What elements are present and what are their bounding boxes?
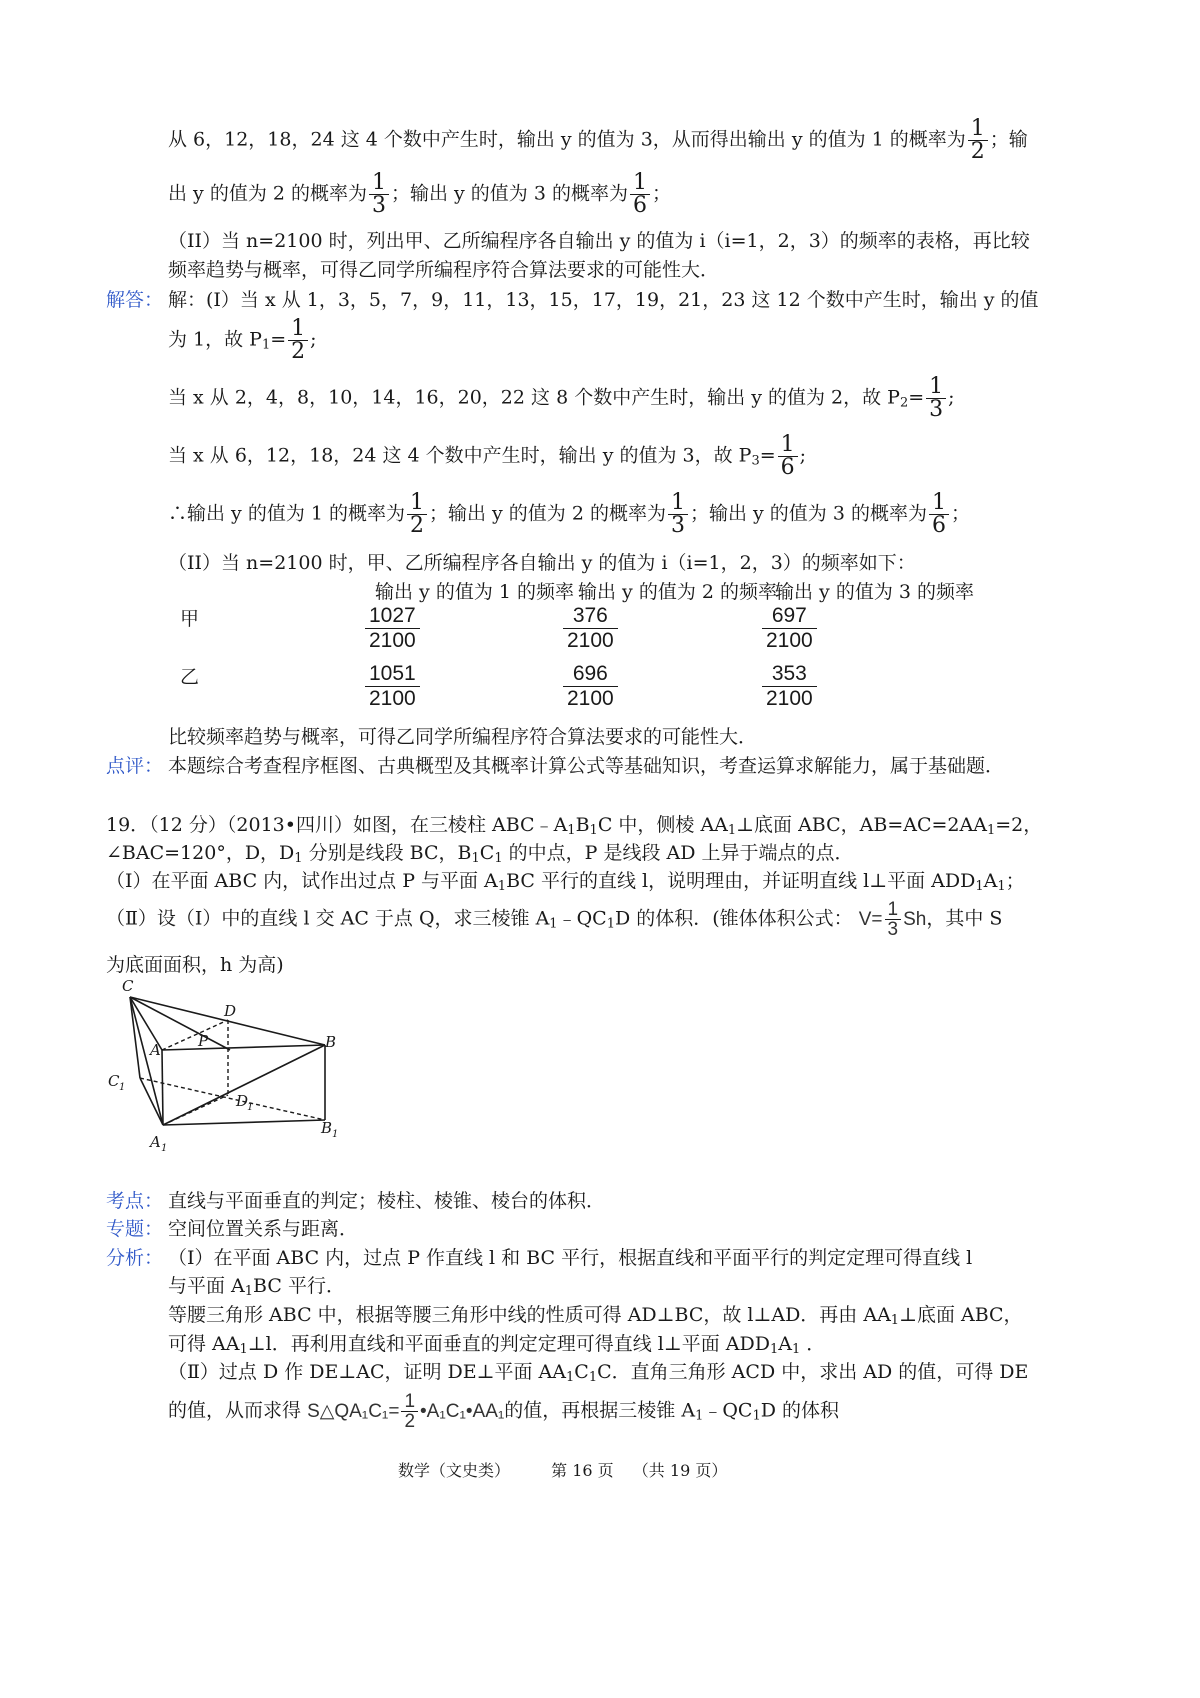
footer-subject: 数学（文史类） — [398, 1461, 511, 1480]
text: ． — [800, 1333, 826, 1355]
solution-line-4 — [168, 434, 806, 479]
text: ；输出 y 的值为 3 的概率为 — [689, 502, 927, 525]
problem19-line-3: （Ⅰ）在平面 ABC 内，试作出过点 P 与平面 $A_1BC$ 平行的直线 l，说明理由，并证明直线 l⊥平面 $ADD_1A_1$； — [106, 870, 1025, 894]
text: C — [479, 842, 495, 864]
topic-text: 空间位置关系与距离． — [168, 1218, 359, 1240]
label-c1-sub: 1 — [119, 1082, 126, 1093]
label-c1: C — [108, 1072, 120, 1090]
text: 出 y 的值为 2 的概率为 — [168, 182, 367, 205]
text: B — [575, 814, 590, 836]
label-b1-sub: 1 — [332, 1129, 339, 1140]
analysis-cont-line-2 — [168, 172, 671, 217]
text: A — [983, 870, 998, 892]
table-header-3: 输出 y 的值为 3 的频率 — [775, 581, 974, 603]
subscript: 2 — [899, 395, 909, 411]
fraction-one-sixth: $\frac{1}{6}$ — [778, 434, 798, 479]
text: ; — [799, 444, 807, 467]
text: ，其中 S — [926, 907, 1003, 930]
edge-cc1 — [130, 997, 140, 1078]
text: BC 平行． — [253, 1275, 345, 1297]
text: ﹣QC — [557, 907, 607, 930]
table-header-1: 输出 y 的值为 1 的频率 — [375, 581, 574, 603]
edge-c1a1 — [140, 1078, 163, 1125]
text: （Ⅱ）设（Ⅰ）中的直线 l 交 AC 于点 Q，求三棱锥 A — [106, 907, 550, 930]
text: ；输 — [989, 128, 1028, 151]
solution-line-1: 解：(I）当 x 从 1，3，5，7，9，11，13，15，17，19，21，23 这 12 个数中产生时，输出 y 的值 — [168, 289, 1039, 311]
subscript: 1 — [261, 337, 271, 353]
analysis-label: 分析： — [106, 1247, 164, 1269]
solution-line-5 — [168, 492, 970, 537]
text: = — [759, 444, 776, 467]
text: 的中点，P 是线段 AD 上异于端点的点． — [502, 842, 854, 864]
analysis-cont-line-1 — [168, 118, 1028, 163]
text: 从 6，12，18，24 这 4 个数中产生时，输出 y 的值为 3，从而得出输出 y 的值为 1 的概率为 — [168, 128, 966, 151]
text: 等腰三角形 ABC 中，根据等腰三角形中线的性质可得 AD⊥BC，故 l⊥AD．再由 AA — [168, 1304, 891, 1326]
fraction-one-sixth: $\frac{1}{6}$ — [630, 172, 650, 217]
text: ∴输出 y 的值为 1 的概率为 — [168, 502, 405, 525]
text: 当 x 从 2，4，8，10，14，16，20，22 这 8 个数中产生时，输出 y 的值为 2，故 P — [168, 386, 900, 409]
text: （Ⅰ）在平面 ABC 内，试作出过点 P 与平面 A — [106, 870, 498, 892]
fraction-one-half: $\frac{1}{2}$ — [968, 118, 988, 163]
label-a1: A — [150, 1133, 161, 1151]
area-formula: S△QA₁C₁= $\frac{1}{2}$ •A₁C₁•AA₁ — [307, 1391, 505, 1432]
text: 可得 AA — [168, 1333, 240, 1355]
footer-total-number: 19 — [669, 1461, 691, 1480]
text: ⊥底面 ABC，AB=AC=2AA — [736, 814, 987, 836]
table-cell: $\frac{697}{2100}$ — [762, 604, 817, 653]
analysis-line-4: 可得 $AA_1\perp l$．再利用直线和平面垂直的判定定理可得直线 l⊥平面 $ADD_1A_1$ ． — [168, 1333, 826, 1357]
prism-figure — [100, 975, 360, 1160]
problem19-line-5: 为底面面积，h 为高) — [106, 954, 284, 976]
fraction-one-third: $\frac{1}{3}$ — [369, 172, 389, 217]
text: ； — [950, 502, 970, 525]
text: ⊥l．再利用直线和平面垂直的判定定理可得直线 l⊥平面 ADD — [247, 1333, 770, 1355]
topic-label: 专题： — [106, 1218, 164, 1240]
text: C — [574, 1361, 589, 1383]
text: ; — [948, 386, 955, 409]
table-cell: $\frac{696}{2100}$ — [563, 662, 618, 711]
label-c: C — [122, 977, 134, 995]
text: = — [270, 328, 287, 351]
text: ； — [1005, 870, 1025, 892]
analysis-line-5: （Ⅱ）过点 D 作 DE⊥AC，证明 DE⊥平面 $AA_1C_1C$．直角三角形 ACD 中，求出 AD 的值，可得 DE — [168, 1361, 1029, 1385]
solution-line-7: 比较频率趋势与概率，可得乙同学所编程序符合算法要求的可能性大． — [168, 726, 758, 748]
analysis-cont-line-3: （II）当 n=2100 时，列出甲、乙所编程序各自输出 y 的值为 i（i=1，2，3）的频率的表格，再比较 — [168, 230, 1030, 252]
text: 与平面 A — [168, 1275, 245, 1297]
table-row-name-jia: 甲 — [180, 608, 200, 630]
edge-a1b — [163, 1045, 325, 1125]
text: ⊥底面 ABC， — [899, 1304, 1023, 1326]
text: 为 1，故 P — [168, 328, 262, 351]
text: 当 x 从 6，12，18，24 这 4 个数中产生时，输出 y 的值为 3，故 P — [168, 444, 752, 467]
page-footer — [398, 1458, 727, 1481]
footer-page-number: 16 — [572, 1461, 593, 1480]
text: A — [778, 1333, 792, 1355]
text: （Ⅱ）过点 D 作 DE⊥AC，证明 DE⊥平面 AA — [168, 1361, 566, 1383]
text: C．直角三角形 ACD 中，求出 AD 的值，可得 DE — [597, 1361, 1029, 1383]
fraction-one-third: $\frac{1}{3}$ — [668, 492, 688, 537]
keypoint-text: 直线与平面垂直的判定；棱柱、棱锥、棱台的体积． — [168, 1190, 606, 1212]
label-a1-sub: 1 — [161, 1143, 168, 1154]
analysis-cont-line-4: 频率趋势与概率，可得乙同学所编程序符合算法要求的可能性大． — [168, 259, 720, 281]
solution-line-2 — [168, 318, 317, 363]
text: ；输出 y 的值为 2 的概率为 — [428, 502, 666, 525]
edge-ab — [162, 1045, 325, 1050]
table-row-name-yi: 乙 — [180, 666, 200, 688]
text: C 中，侧棱 AA — [597, 814, 728, 836]
problem19-line-2: ∠BAC=120°，D，$D_1$ 分别是线段 BC，$B_1C_1$ 的中点，P 是线段 AD 上异于端点的点． — [106, 842, 854, 866]
volume-formula: V= $\frac{1}{3}$ Sh — [858, 899, 927, 940]
table-cell: $\frac{353}{2100}$ — [762, 662, 817, 711]
table-header-2: 输出 y 的值为 2 的频率 — [578, 581, 777, 603]
problem19-line-1: 19．（12 分）（2013•四川）如图，在三棱柱 $ABC﹣A_1B_1C$ 中，侧棱 $AA_1\perp$底面 ABC，$AB=AC=2AA_1=2$， — [106, 814, 1043, 838]
label-b1: B — [321, 1119, 333, 1137]
solution-line-3 — [168, 376, 955, 421]
label-d: D — [224, 1002, 237, 1020]
problem19-line-4: （Ⅱ）设（Ⅰ）中的直线 l 交 AC 于点 Q，求三棱锥 $A_1﹣QC_1D$ 的体积．(锥体体积公式： V= $\frac{1}{3}$ Sh，其中 S — [106, 899, 1003, 940]
keypoint-label: 考点： — [106, 1190, 164, 1212]
solution-label: 解答： — [106, 289, 164, 311]
edge-a1b1 — [163, 1120, 325, 1125]
edge-a1d1 — [163, 1095, 228, 1125]
analysis-line-2: 与平面 $A_1BC$ 平行． — [168, 1275, 345, 1299]
text: 19．（12 分）（2013•四川）如图，在三棱柱 ABC﹣A — [106, 814, 568, 836]
fraction-one-half: $\frac{1}{2}$ — [407, 492, 427, 537]
table-cell: $\frac{1027}{2100}$ — [365, 604, 420, 653]
comment-text: 本题综合考查程序框图、古典概型及其概率计算公式等基础知识，考查运算求解能力，属于基础题． — [168, 755, 1005, 777]
table-cell: $\frac{376}{2100}$ — [563, 604, 618, 653]
text: 分别是线段 BC，B — [302, 842, 472, 864]
edge-ad — [162, 1020, 228, 1050]
table-cell: $\frac{1051}{2100}$ — [365, 662, 420, 711]
label-d1: D — [236, 1092, 249, 1110]
analysis-line-1: （Ⅰ）在平面 ABC 内，过点 P 作直线 l 和 BC 平行，根据直线和平面平行的判定定理可得直线 l — [168, 1247, 973, 1269]
label-b: B — [325, 1033, 337, 1051]
text: D 的体积 — [760, 1399, 840, 1422]
text: ; — [310, 328, 317, 351]
subscript: 3 — [751, 453, 760, 469]
footer-total-suffix: 页） — [695, 1461, 728, 1480]
fraction-one-sixth: $\frac{1}{6}$ — [929, 492, 949, 537]
edge-cp — [130, 997, 230, 1050]
text: BC 平行的直线 l，说明理由，并证明直线 l⊥平面 ADD — [506, 870, 976, 892]
edge-ca1 — [130, 997, 163, 1125]
label-d1-sub: 1 — [247, 1102, 254, 1113]
fraction-one-half: $\frac{1}{2}$ — [288, 318, 308, 363]
edge-aa1 — [162, 1050, 163, 1125]
text: =2， — [995, 814, 1043, 836]
text: 的值，从而求得 — [168, 1399, 302, 1422]
fraction-one-third: $\frac{1}{3}$ — [926, 376, 946, 421]
footer-total-prefix: （共 — [632, 1461, 665, 1480]
label-p: P — [198, 1032, 209, 1050]
comment-label: 点评： — [106, 755, 164, 777]
text: ；输出 y 的值为 3 的概率为 — [390, 182, 628, 205]
footer-page-suffix: 页 — [597, 1461, 614, 1480]
text: ∠BAC=120°，D，D — [106, 842, 295, 864]
edge-c1b1 — [140, 1078, 325, 1120]
footer-page-prefix: 第 — [551, 1461, 568, 1480]
analysis-line-3: 等腰三角形 ABC 中，根据等腰三角形中线的性质可得 AD⊥BC，故 l⊥AD．再由 $AA_1\perp$底面 ABC， — [168, 1304, 1023, 1328]
text: ﹣QC — [703, 1399, 753, 1422]
label-a: A — [150, 1041, 161, 1059]
solution-line-6: （II）当 n=2100 时，甲、乙所编程序各自输出 y 的值为 i（i=1，2，3）的频率如下： — [168, 552, 916, 574]
text: 的值，再根据三棱锥 A — [504, 1399, 696, 1422]
analysis-line-6: 的值，从而求得 S△QA₁C₁= $\frac{1}{2}$ •A₁C₁•AA₁的值，再根据三棱锥 $A_1﹣QC_1D$ 的体积 — [168, 1391, 840, 1432]
text: ； — [651, 182, 671, 205]
text: D 的体积．(锥体体积公式： — [614, 907, 853, 930]
text: = — [908, 386, 925, 409]
